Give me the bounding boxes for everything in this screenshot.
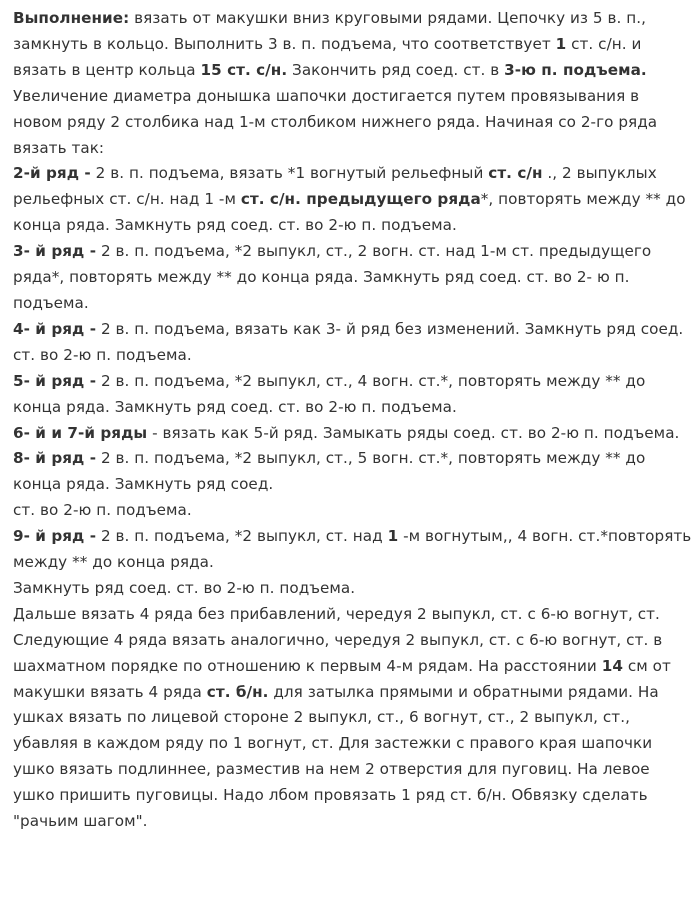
text-run: для затылка прямыми и обратными рядами. На ушках вязать по лицевой стороне 2 выпукл, ст., 6 вогнут, ст., 2 выпукл, ст., убавляя в каждом ряду по 1 вогнут, ст. Для застежки с правого края шапочки ушко вязать подлиннее, разместив на нем 2 отверстия для пуговиц. На левое ушко пришить пуговицы. Надо лбом провязать 1 ряд ст. б/н. Обвязку сделать "рачьим шагом". bbox=[13, 682, 659, 831]
row-label: 8- й ряд - bbox=[13, 449, 97, 468]
text-run-bold: ст. с/н bbox=[488, 164, 543, 183]
text-run: вязать от макушки вниз круговыми рядами. Цепочку из 5 в. п., замкнуть в кольцо. Выполнить 3 в. п. подъема, что соответствует bbox=[13, 9, 647, 53]
row-label: 5- й ряд - bbox=[13, 371, 97, 390]
text-run-bold: 1 bbox=[555, 34, 567, 53]
text-run-bold: ст. б/н. bbox=[206, 682, 269, 701]
text-run-bold: 15 ст. с/н. bbox=[200, 60, 288, 79]
text-run: -м вогнутым,, 4 вогн. ст.*повторять между ** до конца ряда. bbox=[13, 527, 692, 572]
paragraph-row-4 bbox=[13, 317, 692, 369]
text-run-bold: 3-ю п. подъема. bbox=[504, 60, 647, 79]
row-label: 9- й ряд - bbox=[13, 527, 97, 546]
text-run: ., 2 выпуклых рельефных ст. с/н. над 1 -м bbox=[13, 164, 657, 209]
text-run: Увеличение диаметра донышка шапочки достигается путем провязывания в новом ряду 2 столбика над 1-м столбиком нижнего ряда. Начиная со 2-го ряда вязать так: bbox=[13, 86, 658, 157]
paragraph-row-2 bbox=[13, 161, 692, 239]
text-run: 2 в. п. подъема, *2 выпукл, ст., 2 вогн. ст. над 1-м ст. предыдущего ряда*, повторять между ** до конца ряда. Замкнуть ряд соед. ст. во 2- ю п. подъема. bbox=[13, 242, 652, 312]
text-run: Закончить ряд соед. ст. в bbox=[287, 60, 505, 79]
paragraph-finishing bbox=[13, 602, 692, 835]
text-run: 2 в. п. подъема, *2 выпукл, ст., 4 вогн. ст.*, повторять между ** до конца ряда. Замкнуть ряд соед. ст. во 2-ю п. подъема. bbox=[13, 371, 646, 416]
text-run-bold: ст. с/н. предыдущего ряда bbox=[240, 190, 481, 209]
text-run-bold: 14 bbox=[601, 656, 623, 675]
paragraph-row-9 bbox=[13, 524, 692, 576]
text-run: ст. во 2-ю п. подъема. bbox=[13, 501, 192, 520]
text-run: 2 в. п. подъема, вязать как 3- й ряд без изменений. Замкнуть ряд соед. ст. во 2-ю п. подъема. bbox=[13, 319, 684, 364]
text-run: 2 в. п. подъема, *2 выпукл, ст. над bbox=[96, 527, 388, 546]
paragraph-row-6-7 bbox=[13, 421, 692, 447]
text-run: 2 в. п. подъема, *2 выпукл, ст., 5 вогн. ст.*, повторять между ** до конца ряда. Замкнуть ряд соед. bbox=[13, 449, 646, 494]
text-run: 2 в. п. подъема, вязать *1 вогнутый рельефный bbox=[90, 164, 489, 183]
text-run: - вязать как 5-й ряд. Замыкать ряды соед. ст. во 2-ю п. подъема. bbox=[147, 423, 680, 442]
paragraph-intro bbox=[13, 6, 692, 161]
text-run: см от макушки вязать 4 ряда bbox=[13, 656, 671, 701]
paragraph-row-9-close bbox=[13, 576, 692, 602]
text-run: Замкнуть ряд соед. ст. во 2-ю п. подъема. bbox=[13, 578, 356, 597]
row-label: 6- й и 7-й ряды bbox=[13, 423, 148, 442]
text-run: Дальше вязать 4 ряда без прибавлений, чередуя 2 выпукл, ст. с 6-ю вогнут, ст. Следующие 4 ряда вязать аналогично, чередуя 2 выпукл, ст. с 6-ю вогнут, ст. в шахматном порядке по отношению к первым 4-м рядам. На расстоянии bbox=[13, 604, 663, 675]
row-label: 3- й ряд - bbox=[13, 242, 97, 261]
paragraph-row-5 bbox=[13, 369, 692, 421]
text-run: ст. с/н. и вязать в центр кольца bbox=[13, 34, 642, 79]
text-run-bold: 1 bbox=[387, 527, 399, 546]
paragraph-row-3 bbox=[13, 239, 692, 317]
row-label: 2-й ряд - bbox=[13, 164, 91, 183]
text-run: *, повторять между ** до конца ряда. Замкнуть ряд соед. ст. во 2-ю п. подъема. bbox=[13, 190, 686, 235]
section-heading: Выполнение: bbox=[13, 9, 130, 27]
paragraph-row-8-close bbox=[13, 498, 692, 524]
row-label: 4- й ряд - bbox=[13, 319, 97, 338]
paragraph-row-8 bbox=[13, 446, 692, 498]
